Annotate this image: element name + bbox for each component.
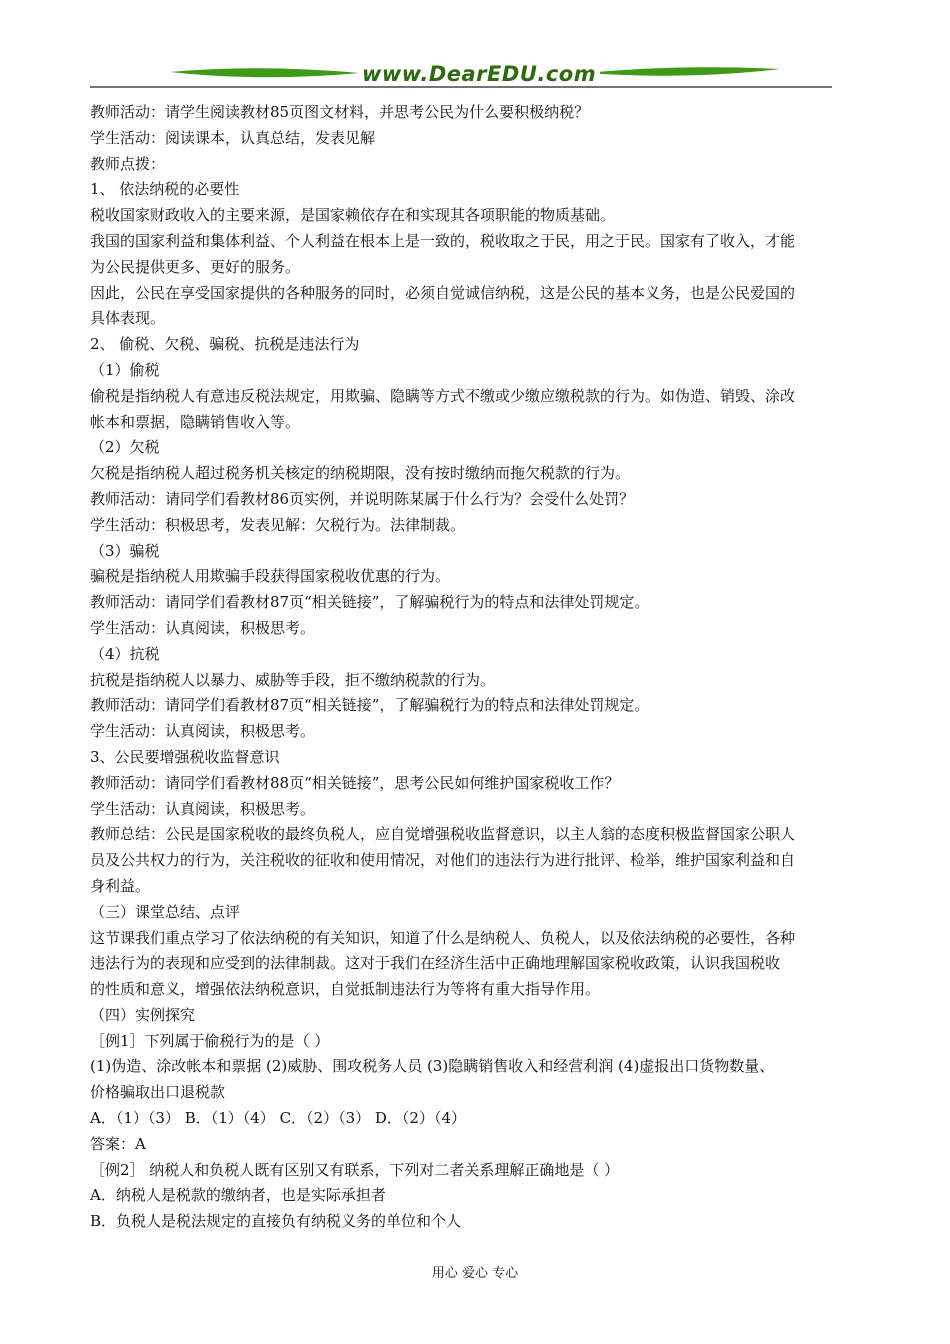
text-line: 帐本和票据，隐瞒销售收入等。 <box>90 412 301 431</box>
text-line: 教师活动：请学生阅读教材85页图文材料，并思考公民为什么要积极纳税？ <box>90 103 590 121</box>
text-line: 具体表现。 <box>90 309 166 328</box>
page-footer: 用心 爱心 专心 <box>431 1266 519 1281</box>
text-line: 价格骗取出口退税款 <box>90 1083 226 1102</box>
text-line: 答案：A <box>90 1134 146 1153</box>
text-line: 1、 依法纳税的必要性 <box>90 180 240 199</box>
text-line: 教师活动：请同学们看教材86页实例，并说明陈某属于什么行为？会受什么处罚？ <box>90 489 635 508</box>
text-line: A．纳税人是税款的缴纳者，也是实际承担者 <box>90 1186 386 1205</box>
text-line: 违法行为的表现和应受到的法律制裁。这对于我们在经济生活中正确地理解国家税收政策，认识我国税收 <box>90 954 781 973</box>
text-line: B．负税人是税法规定的直接负有纳税义务的单位和个人 <box>90 1212 462 1231</box>
text-line: 3、公民要增强税收监督意识 <box>90 747 280 766</box>
text-line: A．（1）（3） B．（1）（4） C．（2）（3） D．（2）（4） <box>90 1109 467 1128</box>
text-line: 税收国家财政收入的主要来源，是国家赖依存在和实现其各项职能的物质基础。 <box>90 206 616 225</box>
site-logo-text[interactable]: www.DearEDU.com <box>358 62 600 86</box>
text-line: （四）实例探究 <box>90 1005 196 1024</box>
text-line: ［例2］ 纳税人和负税人既有区别又有联系，下列对二者关系理解正确地是（ ） <box>90 1160 620 1179</box>
text-line: 我国的国家利益和集体利益、个人利益在根本上是一致的，税收取之于民，用之于民。国家有了收入，才能 <box>90 231 796 250</box>
text-line: （4）抗税 <box>90 644 160 663</box>
text-line: 教师总结：公民是国家税收的最终负税人，应自觉增强税收监督意识，以主人翁的态度积极监督国家公职人 <box>90 825 796 844</box>
text-line: 教师活动：请同学们看教材88页“相关链接”，思考公民如何维护国家税收工作？ <box>90 773 620 792</box>
text-line: 学生活动：阅读课本，认真总结，发表见解 <box>90 128 376 147</box>
text-line: 员及公共权力的行为，关注税收的征收和使用情况，对他们的违法行为进行批评、检举，维护国家利益和自 <box>90 851 796 870</box>
text-line: 欠税是指纳税人超过税务机关核定的纳税期限，没有按时缴纳而拖欠税款的行为。 <box>90 464 631 483</box>
text-line: 教师点拨： <box>90 154 166 173</box>
text-line: 骗税是指纳税人用欺骗手段获得国家税收优惠的行为。 <box>90 567 451 586</box>
text-line: （3）骗税 <box>90 541 160 560</box>
text-line: 偷税是指纳税人有意违反税法规定，用欺骗、隐瞒等方式不缴或少缴应缴税款的行为。如伪造、销毁、涂改 <box>90 386 796 405</box>
page-header <box>90 58 832 92</box>
text-line: 的性质和意义，增强依法纳税意识，自觉抵制违法行为等将有重大指导作用。 <box>90 980 601 999</box>
text-line: （2）欠税 <box>90 438 160 457</box>
text-line: （1）偷税 <box>90 360 160 379</box>
text-line: (1)伪造、涂改帐本和票据 (2)威胁、围攻税务人员 (3)隐瞒销售收入和经营利润 (4)虚报出口货物数量、 <box>90 1057 775 1076</box>
text-line: 这节课我们重点学习了依法纳税的有关知识，知道了什么是纳税人、负税人，以及依法纳税的必要性，各种 <box>90 928 796 947</box>
text-line: 教师活动：请同学们看教材87页“相关链接”，了解骗税行为的特点和法律处罚规定。 <box>90 696 650 715</box>
text-line: 身利益。 <box>90 876 151 895</box>
text-line: ［例1］下列属于偷税行为的是（ ） <box>90 1031 330 1050</box>
text-line: 学生活动：认真阅读，积极思考。 <box>90 722 316 741</box>
text-line: 学生活动：认真阅读，积极思考。 <box>90 618 316 637</box>
text-line: 学生活动：认真阅读，积极思考。 <box>90 799 316 818</box>
text-line: 学生活动：积极思考，发表见解：欠税行为。法律制裁。 <box>90 515 466 534</box>
text-line: （三）课堂总结、点评 <box>90 902 241 921</box>
text-line: 抗税是指纳税人以暴力、威胁等手段，拒不缴纳税款的行为。 <box>90 670 496 689</box>
text-line: 因此，公民在享受国家提供的各种服务的同时，必须自觉诚信纳税，这是公民的基本义务，也是公民爱国的 <box>90 283 796 302</box>
text-line: 为公民提供更多、更好的服务。 <box>90 257 301 276</box>
document-body <box>90 100 862 1235</box>
text-line: 2、 偷税、欠税、骗税、抗税是违法行为 <box>90 335 360 354</box>
text-line: 教师活动：请同学们看教材87页“相关链接”，了解骗税行为的特点和法律处罚规定。 <box>90 593 650 612</box>
